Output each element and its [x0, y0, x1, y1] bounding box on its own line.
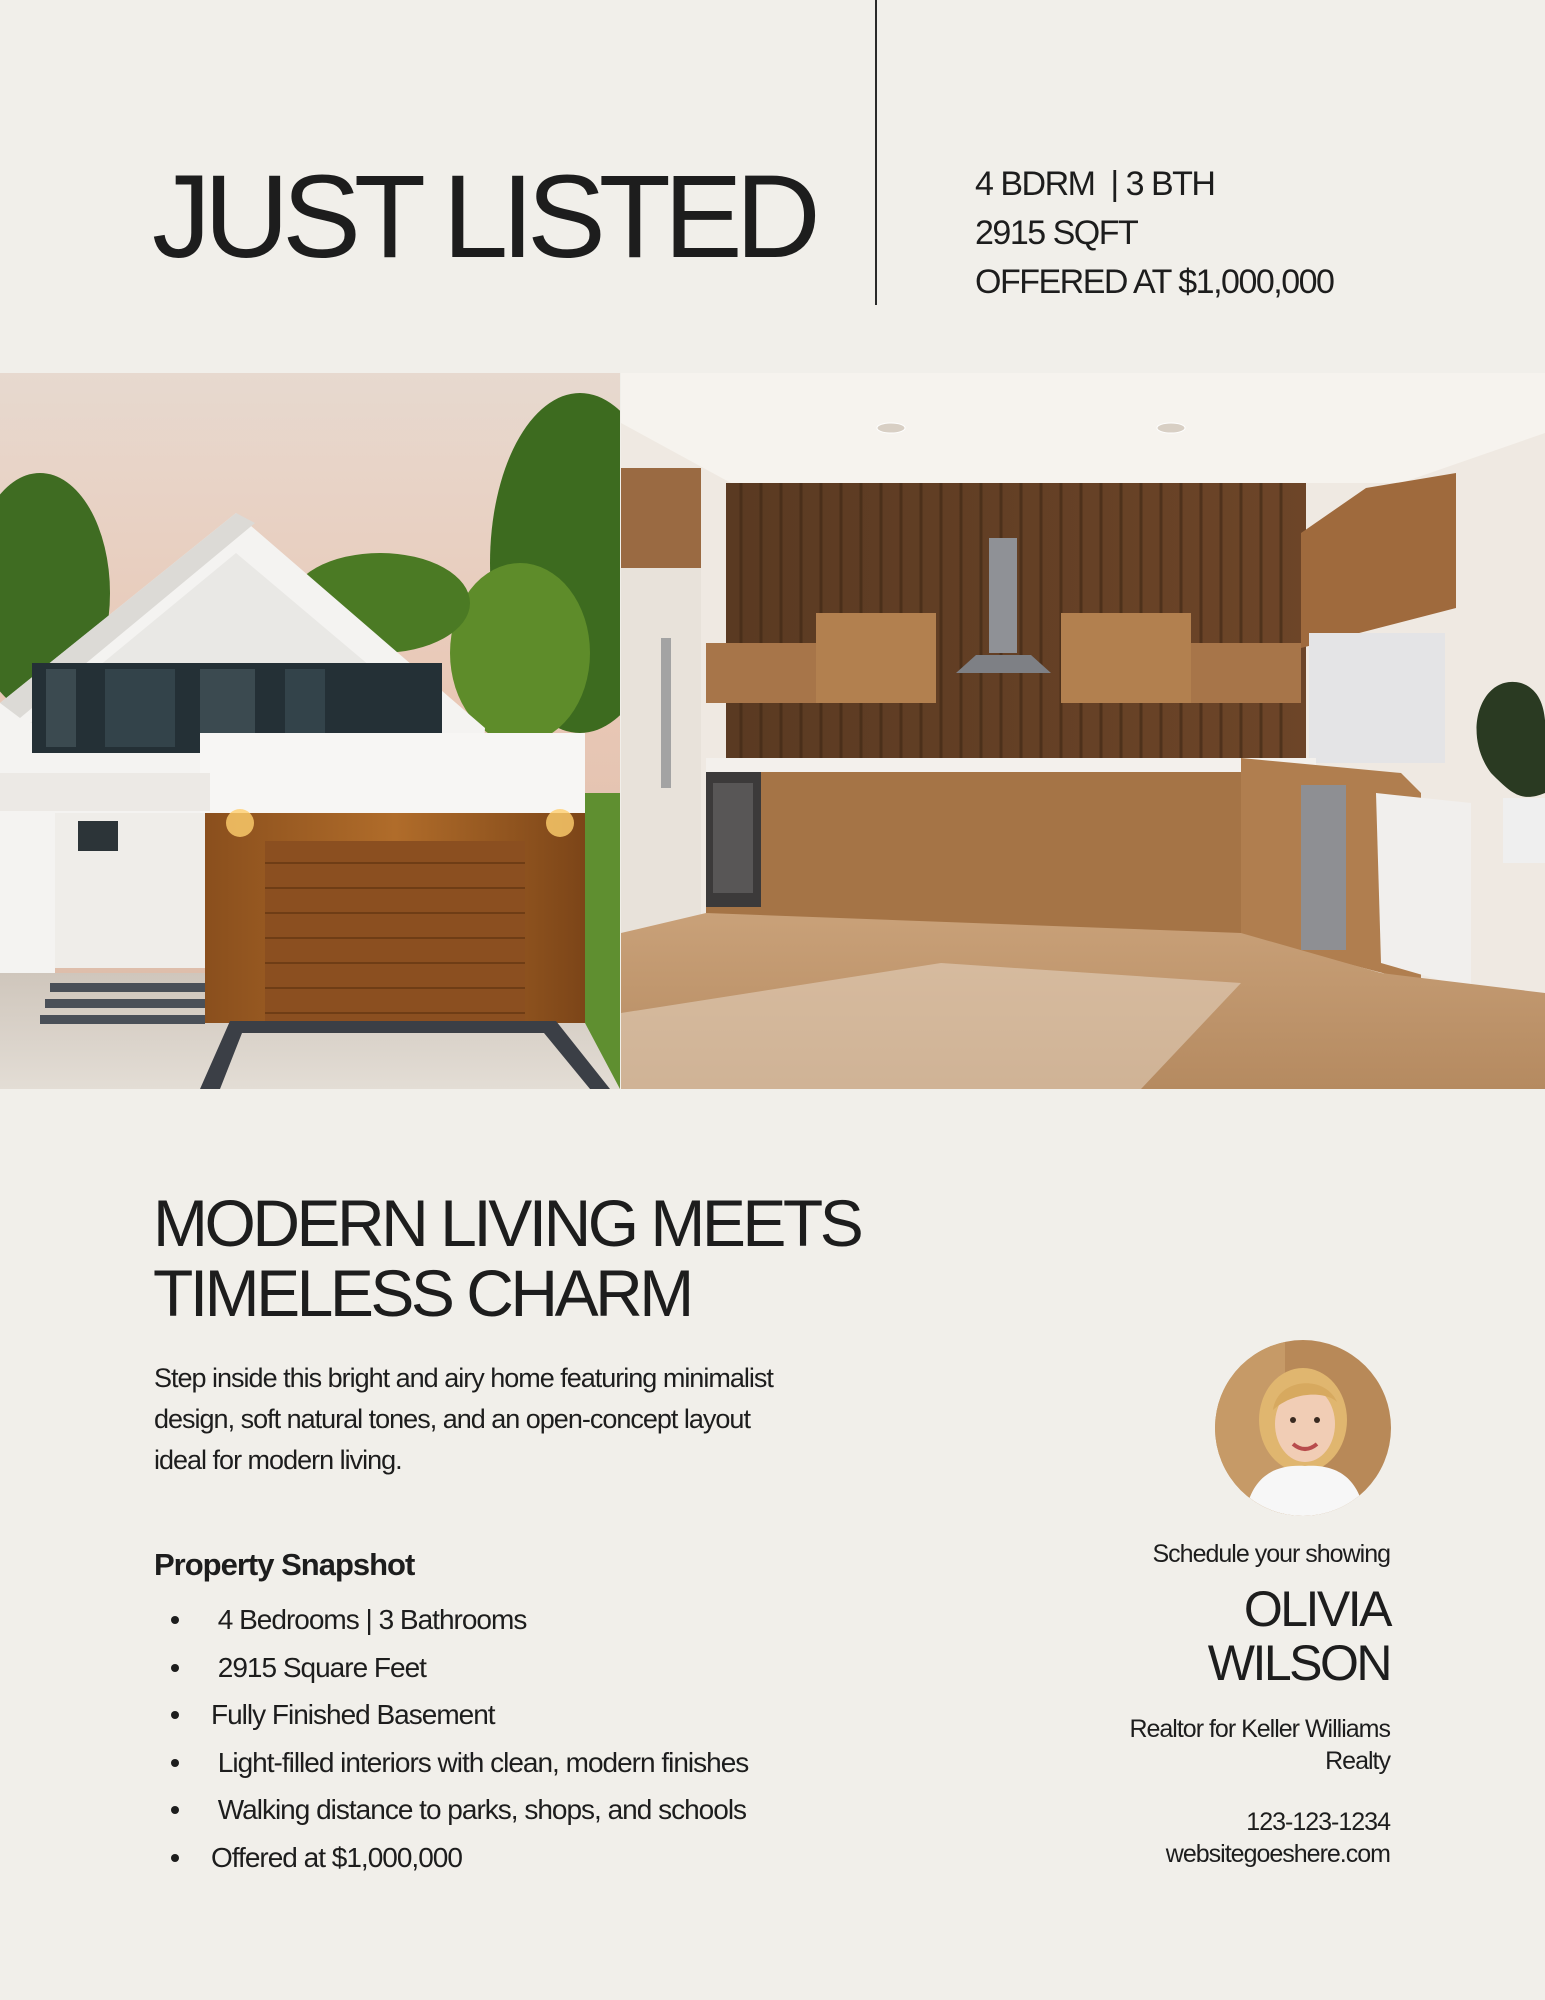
- list-item: [166, 1739, 748, 1787]
- bullet-icon: [171, 1664, 179, 1672]
- feature-text: 4 Bedrooms | 3 Bathrooms: [211, 1604, 527, 1635]
- agent-name: [1208, 1582, 1390, 1690]
- agent-role: Realtor for Keller Williams Realty: [1129, 1715, 1390, 1775]
- agent-website[interactable]: websitegoeshere.com: [1165, 1840, 1390, 1868]
- bullet-icon: [171, 1759, 179, 1767]
- list-item: [166, 1786, 748, 1834]
- headline-line-2: TIMELESS CHARM: [153, 1256, 691, 1330]
- property-specs: [975, 160, 1333, 307]
- agent-first-name: OLIVIA: [1243, 1581, 1390, 1637]
- feature-list: [166, 1596, 748, 1881]
- listing-description: Step inside this bright and airy home featuring minimalist design, soft natural tones, and an open-concept layout ideal for modern living.: [154, 1363, 773, 1475]
- list-item: [166, 1644, 748, 1692]
- bullet-icon: [171, 1711, 179, 1719]
- feature-text: Fully Finished Basement: [211, 1699, 495, 1730]
- agent-last-name: WILSON: [1207, 1635, 1390, 1691]
- bullet-icon: [171, 1806, 179, 1814]
- bullet-icon: [171, 1854, 179, 1862]
- schedule-label: Schedule your showing: [1152, 1540, 1390, 1568]
- spec-price: OFFERED AT $1,000,000: [975, 263, 1334, 301]
- page-title: JUST LISTED: [152, 151, 814, 283]
- headline-line-1: MODERN LIVING MEETS: [153, 1186, 861, 1260]
- spec-rooms: 4 BDRM | 3 BTH: [975, 165, 1215, 203]
- list-item: [166, 1596, 748, 1644]
- feature-text: Walking distance to parks, shops, and schools: [211, 1794, 747, 1825]
- listing-headline: [153, 1188, 860, 1328]
- bullet-icon: [171, 1616, 179, 1624]
- header-divider: [875, 0, 877, 305]
- feature-text: Offered at $1,000,000: [211, 1841, 462, 1873]
- agent-phone[interactable]: 123-123-1234: [1246, 1808, 1390, 1836]
- feature-text: 2915 Square Feet: [211, 1651, 426, 1683]
- feature-text: Light-filled interiors with clean, modern finishes: [211, 1746, 749, 1778]
- spec-sqft: 2915 SQFT: [975, 214, 1138, 252]
- kitchen-interior-photo: [621, 373, 1545, 1089]
- house-exterior-photo: [0, 373, 620, 1089]
- list-item: [166, 1691, 748, 1739]
- avatar: [1215, 1340, 1391, 1516]
- snapshot-title: Property Snapshot: [154, 1547, 415, 1582]
- list-item: [166, 1834, 748, 1882]
